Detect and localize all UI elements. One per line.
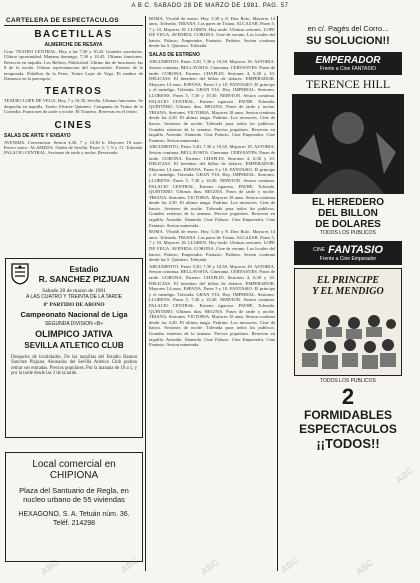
movie1-title-3: DE DOLARES	[315, 219, 381, 230]
teatros-title: TEATROS	[44, 86, 103, 98]
local-title: Local comercial en	[32, 459, 116, 470]
page-header: A B C. SABADO 28 DE MARZO DE 1981. PAG. 57	[131, 3, 289, 9]
movie1-title-1: EL HEREDERO	[311, 197, 385, 208]
salas-title: SALAS DE ESTRENO	[149, 52, 200, 59]
emperador-subtitle: Frente a Cine FANTASIO	[319, 66, 377, 72]
team-home: OLIMPICO JATIVA	[35, 329, 113, 339]
local-body: Plaza del Santuario de Regla, en nucleo urbano de 55 viviendas	[19, 486, 129, 504]
match-time: A LAS CUATRO Y TREINTA DE LA TARDE	[25, 294, 123, 300]
watermark: ABC	[198, 557, 221, 577]
movie2-poster	[294, 268, 402, 376]
fantasio-banner	[294, 241, 402, 265]
bacetillas-text: Cruz. TEATRO CENTRAL. Hoy, a las 7,30 y 10,45. Grandes conciertos. Ultima oportunidad. Manana domingo, 7,30 y 10,45. Ultimas funciones. Reservas en taquilla. Los Belloto, Publicidad. Ultimo dia de funciones, las 8 de la noche. Ultima representacion del espectaculo. Estreno de la temporada. Pabellon de la Feria. Teatro Lope de Vega. El tambor de Damasco en la parroquia.	[4, 49, 143, 82]
salas-text: ARGUMENTO. Pases 5,30, 7,30 y 10,30. Mayores 18. ASTORIA. Sesion continua. BELLAVISTA. Cinerama. CERVANTES. Pases de tarde. CORONA. Estreno. CHAPLIN. Sesiones 4, 6,30 y 10. DELICIAS. El heredero del billon de dolares. EMPERADOR. Mayores 14 anos. ESPANA. Pases 5 y 10. FANTASIO. El principe y el mendigo. Tolerada. GRAN VIA. Hoy. IMPERIAL. Sesiones. LLORENS. Pases 5, 7,30 y 10,30. NERVION. Sesion continua. PALACIO CENTRAL. Estreno riguroso. PATHE. Tolerada. QUINTERO. Ultimos dias. REGINA. Pases de tarde y noche. TRIANA. Sesiones. VICTORIA. Mayores 18 anos. Sesion continua desde las 4,30. El ultimo tango. Padrino. Los invasores. Cine de barrio. Sesiones de noche. Tolerada para todos los publicos. Grandes estrenos de la semana. Precios populares. Reservas en taquilla. Avenida. Alameda. Cine Palacio. Cine Emperador. Cine Fantasio. Sesion numerada. ARGUMENTO. Pases 5,30, 7,30 y 10,30. Mayores 18. ASTORIA. Sesion continua. BELLAVISTA. Cinerama. CERVANTES. Pases de tarde. CORONA. Estreno. CHAPLIN. Sesiones 4, 6,30 y 10. DELICIAS. El heredero del billon de dolares. EMPERADOR. Mayores 14 anos. ESPANA. Pases 5 y 10. FANTASIO. El principe y el mendigo. Tolerada. GRAN VIA. Hoy. IMPERIAL. Sesiones. LLORENS. Pases 5, 7,30 y 10,30. NERVION. Sesion continua. PALACIO CENTRAL. Estreno riguroso. PATHE. Tolerada. QUINTERO. Ultimos dias. REGINA. Pases de tarde y noche. TRIANA. Sesiones. VICTORIA. Mayores 18 anos. Sesion continua desde las 4,30. El ultimo tango. Padrino. Los invasores. Cine de barrio. Sesiones de noche. Tolerada para todos los publicos. Grandes estrenos de la semana. Precios populares. Reservas en taquilla. Avenida. Alameda. Cine Palacio. Cine Emperador. Cine Fantasio. Sesion numerada. ROMA. Vivaldi de enero. Hoy, 5,30 y 8. Don Rolo. Mayores 14 anos. Tolerado. TRIANA. Las pares de Triana. ALCAZAR. Pases 5, 7 y 10. Mayores 18. LLOREN. Hoy tarde. Ultimas sesiones. LOPE DE VEGA. AVENIDA. CORONA. Cine de verano. Los locales del barrio. Palacio, Emperador. Fantasio. Padrino. Sesion continua desde las 5. Quintero. Tolerada. ARGUMENTO. Pases 5,30, 7,30 y 10,30. Mayores 18. ASTORIA. Sesion continua. BELLAVISTA. Cinerama. CERVANTES. Pases de tarde. CORONA. Estreno. CHAPLIN. Sesiones 4, 6,30 y 10. DELICIAS. El heredero del billon de dolares. EMPERADOR. Mayores 14 anos. ESPANA. Pases 5 y 10. FANTASIO. El principe y el mendigo. Tolerada. GRAN VIA. Hoy. IMPERIAL. Sesiones. LLORENS. Pases 5, 7,30 y 10,30. NERVION. Sesion continua. PALACIO CENTRAL. Estreno riguroso. PATHE. Tolerada. QUINTERO. Ultimos dias. REGINA. Pases de tarde y noche. TRIANA. Sesiones. VICTORIA. Mayores 18 anos. Sesion continua desde las 4,30. El ultimo tango. Padrino. Los invasores. Cine de barrio. Sesiones de noche. Tolerada para todos los publicos. Grandes estrenos de la semana. Precios populares. Reservas en taquilla. Avenida. Alameda. Cine Palacio. Cine Emperador. Cine Fantasio. Sesion numerada.	[149, 59, 275, 348]
ad-solution: SU SOLUCION!!	[306, 35, 390, 47]
watermark: ABC	[353, 557, 376, 577]
sevilla-crest-icon	[10, 263, 30, 285]
column-rule	[145, 16, 146, 571]
emperador-title: EMPERADOR	[315, 55, 381, 66]
local-company: HEXAGONO, S. A. Tetuán núm. 36. Teléf. 214298	[18, 511, 130, 527]
cine-label: CINE	[313, 247, 326, 253]
movie2-title-1: EL PRINCIPE	[316, 275, 380, 286]
espectaculos-label: ESPECTACULOS	[299, 422, 397, 436]
competition: Campeonato Nacional de Liga	[20, 310, 128, 319]
bacetillas-subtitle: ALMERCHE DE RESAYA	[44, 42, 103, 48]
section-header: CARTELERA DE ESPECTACULOS	[4, 16, 143, 26]
teatros-text: TEATRO LOPE DE VEGA. Hoy, 7 y 10,30. Sevilla. Ultimas funciones. Se despacha en taquilla. Teatro Alvarez Quintero. Compania de Teatro de la Comedia. Funciones de tarde y noche. El Trianero. Reservas en el teatro.	[4, 98, 143, 115]
todos-label: ¡¡TODOS!!	[316, 436, 380, 451]
cines-subtitle: SALAS DE ARTE Y ENSAYO	[4, 132, 71, 139]
movie2-rating: TODOS LOS PUBLICOS	[320, 378, 376, 384]
actor-name: TERENCE HILL	[305, 77, 391, 91]
watermark: ABC	[393, 465, 416, 485]
right-column	[280, 16, 416, 578]
poster-illustration	[292, 94, 404, 194]
movie1-rating: TODOS LOS PUBLICOS	[320, 230, 376, 236]
cines-title: CINES	[54, 119, 93, 131]
stadium-name: R. SANCHEZ PIZJUAN	[38, 273, 130, 284]
stadium-ad	[5, 258, 143, 438]
formidables-label: FORMIDABLES	[304, 408, 392, 422]
local-town: CHIPIONA	[49, 470, 99, 481]
middle-column	[149, 16, 275, 576]
ad-top-line: en c/. Pagés del Corro...	[307, 24, 389, 33]
movie1-title-2: DEL BILLON	[318, 208, 378, 219]
big-number: 2	[341, 384, 355, 409]
fantasio-subtitle: Frente a Cine Emperador	[319, 256, 377, 262]
movie-poster-image	[292, 94, 404, 194]
cines-text: AVENIDA. Convencion. Sesion 4,30, 7 y 10,30 h. Mayores 18 anos. Precio unico. ALAMEDA. Orden de Sevilla. Pases 5, 7, 9 y 11. Tolerada. PALACIO CENTRAL. Sesiones de tarde y noche. Reservado.	[4, 139, 143, 156]
fantasio-title: FANTASIO	[328, 244, 383, 256]
bacetillas-title: BACETILLAS	[34, 29, 113, 40]
watermark: ABC	[118, 555, 141, 575]
division: SEGUNDA DIVISION «B»	[44, 321, 104, 327]
column-rule	[277, 16, 278, 571]
stadium-label: Estadio	[69, 264, 99, 274]
watermark: ABC	[278, 555, 301, 575]
local-ad	[5, 452, 143, 562]
movie2-title-2: Y EL MENDIGO	[312, 286, 384, 297]
listings-top: ROMA. Vivaldi de enero. Hoy, 5,30 y 8. Don Rolo. Mayores 14 anos. Tolerado. TRIANA. Las pares de Triana. ALCAZAR. Pases 5, 7 y 10. Mayores 18. LLOREN. Hoy tarde. Ultimas sesiones. LOPE DE VEGA. AVENIDA. CORONA. Cine de verano. Los locales del barrio. Palacio, Emperador. Fantasio. Padrino. Sesion continua desde las 5. Quintero. Tolerada.	[149, 16, 275, 49]
watermark: ABC	[38, 557, 61, 577]
match-date: Sabado 28 de marzo de 1981	[42, 288, 106, 294]
team-away: SEVILLA ATLETICO CLUB	[24, 341, 124, 350]
stadium-footer: Despacho de localidades. De las taquillas del Estadio Ramon Sanchez Pizjuan. Abonados del Sevilla Atletico Club podran retirar sus entradas. Precios populares. Por la manana de 10 a 1, y por la tarde desde las 3 de la tarde.	[11, 355, 137, 377]
movie2-illustration	[296, 309, 402, 371]
emperador-banner	[294, 52, 402, 75]
match-number: 8º PARTIDO DE ABONO	[43, 302, 105, 308]
